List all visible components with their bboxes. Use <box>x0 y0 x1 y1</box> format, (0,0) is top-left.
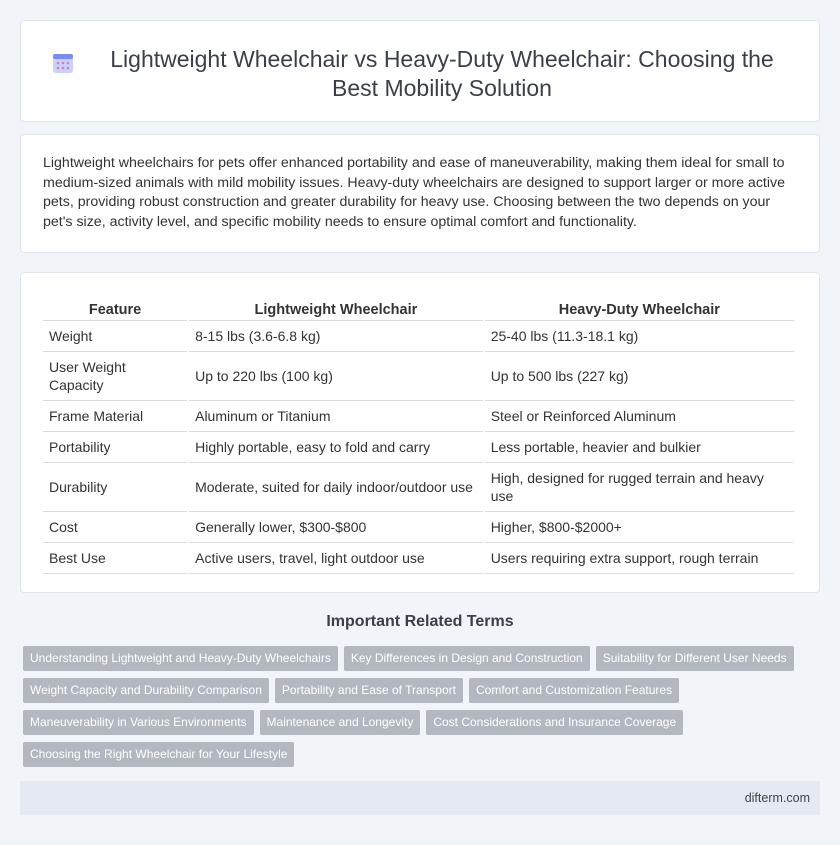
related-term-tag[interactable]: Maneuverability in Various Environments <box>23 710 254 735</box>
row-lightweight-value: Aluminum or Titanium <box>189 401 483 432</box>
table-row <box>43 512 794 543</box>
related-term-tag[interactable]: Suitability for Different User Needs <box>596 646 794 671</box>
related-term-tag[interactable]: Understanding Lightweight and Heavy-Duty Wheelchairs <box>23 646 338 671</box>
table-row <box>43 401 794 432</box>
row-lightweight-value: Generally lower, $300-$800 <box>189 512 483 543</box>
row-feature: Durability <box>43 463 187 512</box>
row-feature: Cost <box>43 512 187 543</box>
table-row <box>43 432 794 463</box>
row-heavy-duty-value: Up to 500 lbs (227 kg) <box>485 352 794 401</box>
related-term-tag[interactable]: Weight Capacity and Durability Comparison <box>23 678 269 703</box>
related-term-tag[interactable]: Portability and Ease of Transport <box>275 678 463 703</box>
intro-card <box>20 134 820 253</box>
row-feature: Frame Material <box>43 401 187 432</box>
row-feature: Weight <box>43 321 187 352</box>
table-row <box>43 543 794 574</box>
table-row <box>43 463 794 512</box>
row-heavy-duty-value: 25-40 lbs (11.3-18.1 kg) <box>485 321 794 352</box>
related-terms-title: Important Related Terms <box>326 613 514 630</box>
row-lightweight-value: Active users, travel, light outdoor use <box>189 543 483 574</box>
related-term-tag[interactable]: Choosing the Right Wheelchair for Your Lifestyle <box>23 742 294 767</box>
row-heavy-duty-value: High, designed for rugged terrain and heavy use <box>485 463 794 512</box>
row-feature: User Weight Capacity <box>43 352 187 401</box>
related-term-tag[interactable]: Cost Considerations and Insurance Coverage <box>426 710 683 735</box>
header-feature: Feature <box>43 295 187 321</box>
related-term-tag[interactable]: Comfort and Customization Features <box>469 678 679 703</box>
row-heavy-duty-value: Higher, $800-$2000+ <box>485 512 794 543</box>
title-card <box>20 20 820 122</box>
comparison-table <box>41 295 796 574</box>
row-lightweight-value: Up to 220 lbs (100 kg) <box>189 352 483 401</box>
page-title: Lightweight Wheelchair vs Heavy-Duty Wheelchair: Choosing the Best Mobility Solution <box>110 46 774 101</box>
row-lightweight-value: Highly portable, easy to fold and carry <box>189 432 483 463</box>
footer <box>20 781 820 815</box>
row-feature: Best Use <box>43 543 187 574</box>
comparison-card <box>20 272 820 593</box>
row-feature: Portability <box>43 432 187 463</box>
related-term-tag[interactable]: Maintenance and Longevity <box>260 710 421 735</box>
footer-site-link[interactable]: difterm.com <box>744 791 810 805</box>
row-heavy-duty-value: Steel or Reinforced Aluminum <box>485 401 794 432</box>
row-heavy-duty-value: Users requiring extra support, rough terrain <box>485 543 794 574</box>
header-lightweight: Lightweight Wheelchair <box>189 295 483 321</box>
row-lightweight-value: Moderate, suited for daily indoor/outdoor use <box>189 463 483 512</box>
table-row <box>43 352 794 401</box>
row-heavy-duty-value: Less portable, heavier and bulkier <box>485 432 794 463</box>
calendar-grid-icon <box>51 51 75 75</box>
related-terms-list <box>23 646 823 767</box>
table-header-row <box>43 295 794 321</box>
table-row <box>43 321 794 352</box>
row-lightweight-value: 8-15 lbs (3.6-6.8 kg) <box>189 321 483 352</box>
header-heavy-duty: Heavy-Duty Wheelchair <box>485 295 794 321</box>
intro-paragraph: Lightweight wheelchairs for pets offer enhanced portability and ease of maneuverability, making them ideal for small to medium-sized animals with mild mobility issues. Heavy-duty wheelchairs are designed to support larger or more active pets, providing robust construction and greater durability for heavy use. Choosing between the two depends on your pet's size, activity level, and specific mobility needs to ensure optimal comfort and functionality. <box>43 155 785 230</box>
related-term-tag[interactable]: Key Differences in Design and Construction <box>344 646 590 671</box>
